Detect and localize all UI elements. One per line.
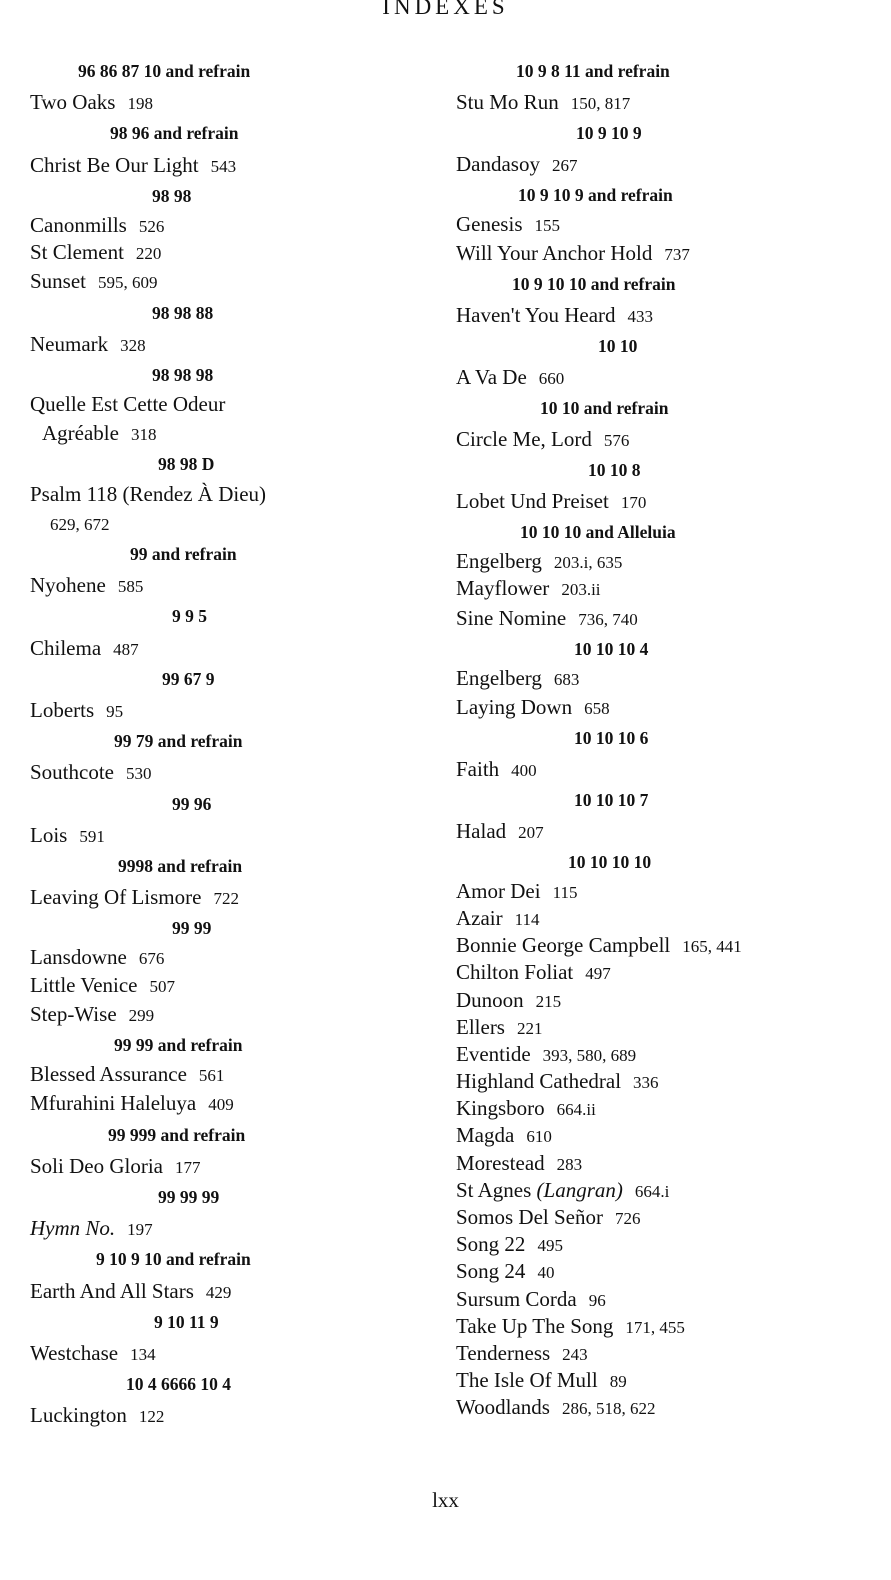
meter-heading: 10 4 6666 10 4 xyxy=(126,1374,231,1395)
index-entry xyxy=(456,300,881,331)
meter-heading: 10 9 10 10 and refrain xyxy=(512,274,676,295)
meter-heading: 99 and refrain xyxy=(130,544,237,564)
index-entry xyxy=(456,1177,881,1204)
index-entry xyxy=(30,1400,435,1431)
running-head: INDEXES xyxy=(382,0,509,19)
tune-name: Song 22 xyxy=(456,1232,526,1257)
index-entry xyxy=(30,481,435,508)
tune-name: Eventide xyxy=(456,1041,531,1066)
hymn-numbers: 595, 609 xyxy=(98,273,158,293)
tune-name: Mayflower xyxy=(456,576,550,601)
tune-name: Kingsboro xyxy=(456,1096,545,1121)
hymn-numbers: 610 xyxy=(526,1127,552,1147)
meter-heading: 10 9 8 11 and refrain xyxy=(516,61,670,81)
hymn-numbers: 507 xyxy=(149,976,175,996)
index-entry xyxy=(456,816,881,847)
index-entry xyxy=(30,239,435,266)
index-entry xyxy=(456,1095,881,1122)
tune-name: The Isle Of Mull xyxy=(456,1368,598,1393)
index-entry xyxy=(456,1313,881,1340)
hymn-numbers: 286, 518, 622 xyxy=(561,1399,656,1419)
hymn-numbers: 676 xyxy=(138,949,165,969)
tune-name: Lobet Und Preiset xyxy=(456,489,609,514)
tune-name: Laying Down xyxy=(456,694,573,719)
tune-name: Halad xyxy=(456,818,507,843)
hymn-numbers: 336 xyxy=(633,1073,659,1093)
tune-name: Mfurahini Haleluya xyxy=(30,1091,197,1116)
index-entry xyxy=(456,1041,881,1068)
tune-name: Blessed Assurance xyxy=(30,1062,187,1087)
meter-heading: 10 10 10 7 xyxy=(574,789,649,810)
hymn-numbers: 660 xyxy=(538,369,565,389)
meter-heading: 99 99 xyxy=(172,918,212,939)
hymn-numbers: 591 xyxy=(79,826,105,846)
index-entry xyxy=(456,987,881,1014)
meter-heading: 10 10 and refrain xyxy=(540,398,669,419)
meter-heading: 99 79 and refrain xyxy=(114,731,243,752)
index-entry xyxy=(456,575,881,602)
index-entry xyxy=(30,1276,435,1307)
index-entry xyxy=(30,87,435,118)
tune-name: Take Up The Song xyxy=(456,1313,614,1338)
tune-name: Song 24 xyxy=(456,1259,526,1284)
hymn-numbers: 409 xyxy=(208,1095,234,1115)
meter-heading: 98 98 98 xyxy=(152,364,214,385)
meter-heading: 99 99 99 xyxy=(158,1186,220,1207)
hymn-numbers: 736, 740 xyxy=(578,609,638,629)
tune-name: Highland Cathedral xyxy=(456,1069,622,1094)
hymn-numbers: 207 xyxy=(518,822,544,842)
index-entry xyxy=(30,695,435,726)
tune-name: Chilema xyxy=(30,635,102,660)
tune-name: Hymn No. xyxy=(30,1216,116,1241)
meter-heading: 10 10 8 xyxy=(588,460,641,481)
index-entry xyxy=(456,1122,881,1149)
index-entry xyxy=(456,548,881,575)
tune-name: Westchase xyxy=(30,1340,119,1365)
hymn-numbers: 726 xyxy=(615,1209,641,1228)
hymn-numbers: 283 xyxy=(556,1154,583,1174)
index-entry xyxy=(30,212,435,239)
index-entry xyxy=(456,665,881,692)
meter-heading: 9998 and refrain xyxy=(118,855,243,876)
tune-name: Agréable xyxy=(42,421,119,446)
tune-name: St Clement xyxy=(30,240,124,265)
hymn-numbers: 122 xyxy=(138,1407,165,1427)
meter-heading: 10 10 10 6 xyxy=(574,727,649,748)
meter-heading: 9 10 11 9 xyxy=(154,1311,219,1332)
hymn-numbers: 299 xyxy=(128,1005,155,1025)
tune-name: Tenderness xyxy=(456,1340,551,1365)
hymn-numbers: 495 xyxy=(537,1236,563,1256)
hymn-numbers: 576 xyxy=(603,431,630,451)
hymn-numbers: 89 xyxy=(609,1372,627,1392)
tune-name: Canonmills xyxy=(30,212,127,237)
hymn-numbers: 664.ii xyxy=(556,1100,596,1120)
tune-name: Faith xyxy=(456,756,500,781)
index-entry xyxy=(456,1150,881,1177)
hymn-numbers: 114 xyxy=(514,909,540,929)
hymn-numbers: 543 xyxy=(210,156,237,176)
index-entry xyxy=(456,692,881,723)
tune-name: Amor Dei xyxy=(456,878,541,903)
tune-name: Sursum Corda xyxy=(456,1286,577,1311)
tune-name: Loberts xyxy=(30,697,95,722)
hymn-numbers: 221 xyxy=(516,1018,543,1038)
hymn-numbers: 393, 580, 689 xyxy=(542,1045,637,1065)
left-column xyxy=(30,56,435,1431)
hymn-numbers: 171, 455 xyxy=(625,1317,685,1337)
hymn-numbers: 40 xyxy=(537,1263,555,1283)
index-entry xyxy=(30,882,435,913)
index-entry xyxy=(30,1213,435,1244)
tune-name: Haven't You Heard xyxy=(456,303,616,328)
index-entry xyxy=(456,1258,881,1285)
hymn-numbers: 683 xyxy=(553,669,580,689)
index-entry xyxy=(456,754,881,785)
tune-name: Soli Deo Gloria xyxy=(30,1153,163,1178)
hymn-numbers: 429 xyxy=(205,1282,232,1302)
index-entry xyxy=(456,149,881,180)
index-entry xyxy=(456,905,881,932)
hymn-numbers: 165, 441 xyxy=(682,937,742,957)
index-entry xyxy=(456,1014,881,1041)
meter-heading: 10 10 10 10 xyxy=(568,851,652,872)
tune-name: St Agnes xyxy=(456,1177,532,1202)
page-number: lxx xyxy=(432,1488,459,1512)
index-entry xyxy=(30,1088,435,1119)
tune-name: Step-Wise xyxy=(30,1001,117,1026)
index-entry xyxy=(456,87,881,118)
hymn-numbers: 585 xyxy=(117,577,144,597)
tune-name: Nyohene xyxy=(30,573,106,598)
hymn-numbers: 629, 672 xyxy=(50,514,110,534)
hymn-numbers: 243 xyxy=(562,1344,588,1364)
hymn-numbers: 318 xyxy=(130,425,157,445)
tune-name: Sunset xyxy=(30,269,87,294)
meter-heading: 98 96 and refrain xyxy=(110,123,239,144)
hymn-numbers: 664.i xyxy=(634,1181,670,1201)
index-entry xyxy=(30,329,435,360)
meter-heading: 99 999 and refrain xyxy=(108,1124,246,1145)
tune-name: Little Venice xyxy=(30,972,138,997)
hymn-numbers: 197 xyxy=(127,1220,153,1240)
tune-name: Psalm 118 (Rendez À Dieu) xyxy=(30,481,267,506)
hymn-numbers: 203.i, 635 xyxy=(553,553,623,573)
tune-name-qualifier: (Langran) xyxy=(536,1177,623,1202)
meter-heading: 9 10 9 10 and refrain xyxy=(96,1249,251,1270)
tune-name: Two Oaks xyxy=(30,90,116,115)
tune-name: Azair xyxy=(456,905,503,930)
meter-heading: 10 10 xyxy=(598,336,638,357)
tune-name: Ellers xyxy=(456,1014,505,1039)
hymn-numbers: 177 xyxy=(174,1157,201,1177)
index-entry xyxy=(30,820,435,851)
tune-name: Dandasoy xyxy=(456,152,540,176)
meter-heading: 10 9 10 9 xyxy=(576,123,642,143)
tune-name: Southcote xyxy=(30,760,114,785)
hymn-numbers: 220 xyxy=(135,244,162,264)
index-entry xyxy=(30,418,435,449)
hymn-numbers: 497 xyxy=(585,964,611,984)
tune-name: Dunoon xyxy=(456,987,524,1012)
hymn-numbers: 155 xyxy=(534,216,560,235)
index-entry xyxy=(456,238,881,269)
tune-name: Luckington xyxy=(30,1403,127,1428)
tune-name: Bonnie George Campbell xyxy=(456,933,671,958)
hymn-numbers: 96 xyxy=(588,1290,606,1310)
index-entry xyxy=(456,959,881,986)
index-entry xyxy=(30,570,435,601)
tune-name: Chilton Foliat xyxy=(456,960,574,985)
index-entry xyxy=(30,1151,435,1182)
index-entry xyxy=(456,932,881,959)
index-entry xyxy=(30,266,435,297)
index-entry xyxy=(456,486,881,517)
hymn-numbers: 215 xyxy=(535,991,562,1011)
tune-name: Genesis xyxy=(456,212,523,236)
hymn-numbers: 722 xyxy=(213,889,239,909)
tune-name: Somos Del Señor xyxy=(456,1205,603,1229)
index-entry xyxy=(30,1061,435,1088)
right-column xyxy=(456,56,881,1422)
hymn-numbers: 487 xyxy=(113,639,139,659)
tune-name: Earth And All Stars xyxy=(30,1278,194,1303)
meter-heading: 98 98 88 xyxy=(152,302,214,323)
hymn-numbers: 328 xyxy=(120,335,146,355)
hymn-numbers: 134 xyxy=(130,1344,156,1364)
index-entry xyxy=(30,944,435,971)
index-entry xyxy=(456,424,881,455)
index-entry xyxy=(30,1338,435,1369)
index-entry xyxy=(456,1231,881,1258)
meter-heading: 9 9 5 xyxy=(172,606,207,627)
hymn-numbers: 400 xyxy=(511,760,537,780)
index-entry xyxy=(456,878,881,905)
hymn-numbers: 267 xyxy=(551,156,578,175)
hymn-numbers: 737 xyxy=(664,245,690,265)
tune-name: Magda xyxy=(456,1123,515,1148)
meter-heading: 10 10 10 and Alleluia xyxy=(520,522,676,543)
index-entry xyxy=(456,1340,881,1367)
hymn-numbers: 203.ii xyxy=(561,580,601,600)
tune-name: A Va De xyxy=(456,365,527,390)
tune-name: Stu Mo Run xyxy=(456,90,559,114)
meter-heading: 99 99 and refrain xyxy=(114,1035,243,1055)
hymn-numbers: 658 xyxy=(584,698,610,718)
hymn-numbers: 150, 817 xyxy=(570,94,631,113)
tune-name: Lois xyxy=(30,822,68,847)
hymn-numbers: 198 xyxy=(127,94,153,114)
index-entry xyxy=(30,972,435,999)
index-entry xyxy=(30,999,435,1030)
tune-name: Will Your Anchor Hold xyxy=(456,241,653,266)
index-entry xyxy=(456,1204,881,1231)
meter-heading: 10 10 10 4 xyxy=(574,638,649,659)
tune-name: Engelberg xyxy=(456,549,542,574)
index-entry xyxy=(456,211,881,238)
hymn-numbers: 95 xyxy=(106,701,124,721)
meter-heading: 99 96 xyxy=(172,793,212,814)
hymn-numbers: 433 xyxy=(627,307,654,327)
tune-name: Neumark xyxy=(30,331,109,356)
index-entry xyxy=(456,603,881,634)
index-entry xyxy=(456,1367,881,1394)
hymn-numbers: 115 xyxy=(552,882,578,902)
tune-name: Engelberg xyxy=(456,665,542,690)
index-entry xyxy=(456,1286,881,1313)
tune-name: Leaving Of Lismore xyxy=(30,885,202,910)
tune-name: Circle Me, Lord xyxy=(456,427,592,452)
hymn-numbers: 526 xyxy=(138,216,165,236)
index-entry xyxy=(30,508,435,539)
index-entry xyxy=(456,1068,881,1095)
index-entry xyxy=(456,1394,881,1421)
meter-heading: 98 98 D xyxy=(158,454,215,475)
index-entry xyxy=(456,362,881,393)
tune-name: Sine Nomine xyxy=(456,605,567,630)
tune-name: Morestead xyxy=(456,1150,545,1175)
meter-heading: 99 67 9 xyxy=(162,668,215,689)
tune-name: Christ Be Our Light xyxy=(30,152,199,177)
meter-heading: 10 9 10 9 and refrain xyxy=(518,185,673,205)
hymn-numbers: 170 xyxy=(620,493,647,513)
index-entry xyxy=(30,757,435,788)
hymn-numbers: 530 xyxy=(126,764,152,784)
index-entry xyxy=(30,633,435,664)
tune-name: Quelle Est Cette Odeur xyxy=(30,392,226,417)
hymn-numbers: 561 xyxy=(198,1066,225,1086)
index-entry xyxy=(30,391,435,418)
meter-heading: 96 86 87 10 and refrain xyxy=(78,61,251,81)
meter-heading: 98 98 xyxy=(152,185,192,206)
tune-name: Lansdowne xyxy=(30,945,127,970)
index-entry xyxy=(30,150,435,181)
tune-name: Woodlands xyxy=(456,1395,550,1420)
